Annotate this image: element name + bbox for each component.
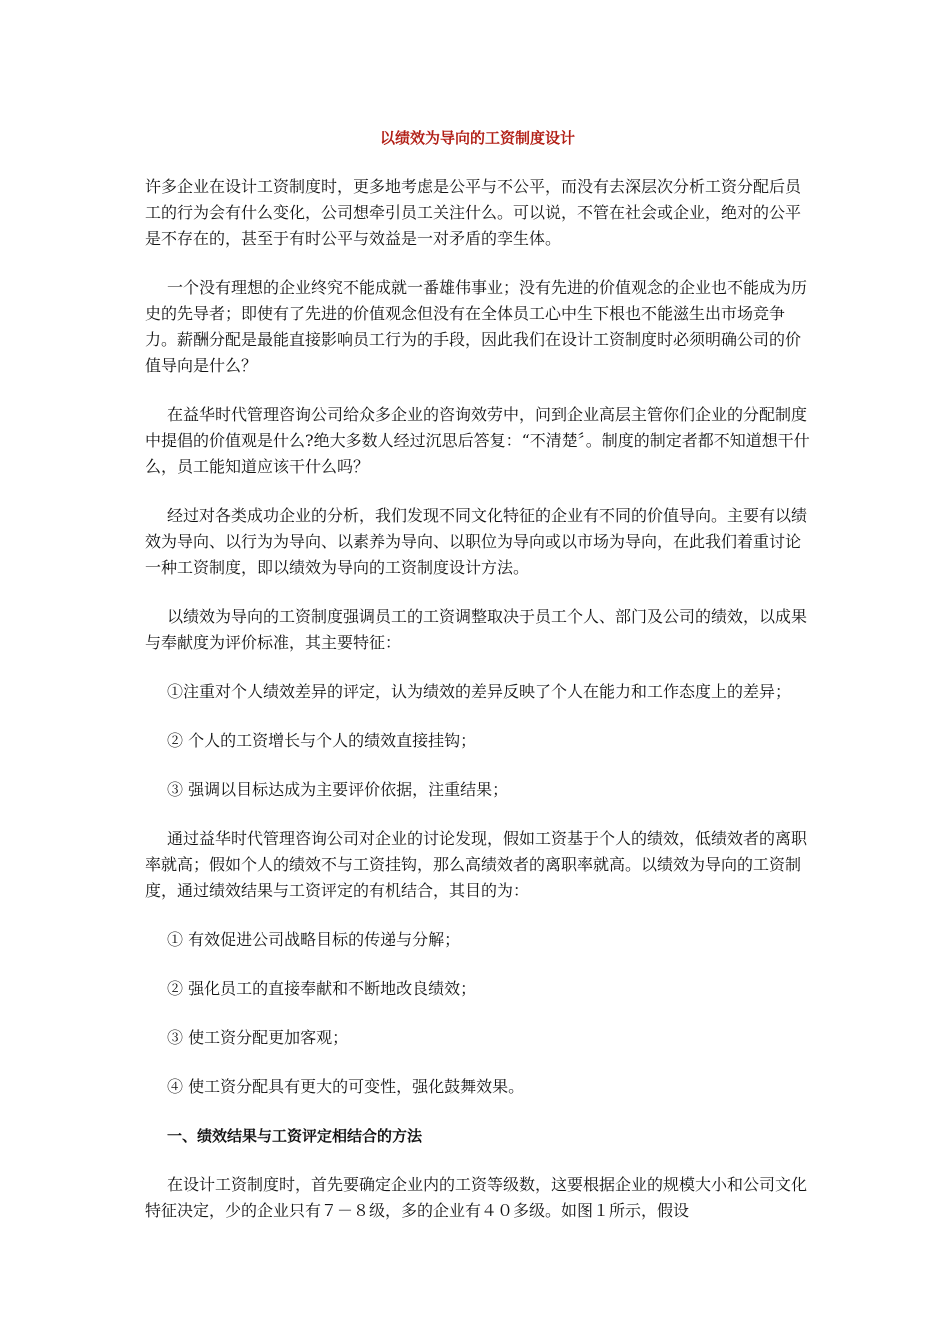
body-paragraph: 以绩效为导向的工资制度强调员工的工资调整取决于员工个人、部门及公司的绩效，以成果与奉献度为评价标准，其主要特征：	[145, 607, 808, 652]
document-title: 以绩效为导向的工资制度设计	[379, 129, 575, 147]
document-page	[145, 128, 810, 1247]
feature-item: ② 个人的工资增长与个人的绩效直接挂钩；	[167, 731, 477, 750]
body-paragraph: 经过对各类成功企业的分析，我们发现不同文化特征的企业有不同的价值导向。主要有以绩效为导向、以行为为导向、以素养为导向、以职位为导向或以市场为导向，在此我们着重讨论一种工资制度，即以绩效为导向的工资制度设计方法。	[145, 506, 808, 577]
body-paragraph: 在益华时代管理咨询公司给众多企业的咨询效劳中，问到企业高层主管你们企业的分配制度中提倡的价值观是什么?绝大多数人经过沉思后答复：“不清楚〞。制度的制定者都不知道想干什么，员工能知道应该干什么吗？	[145, 405, 810, 476]
purpose-item: ④ 使工资分配具有更大的可变性，强化鼓舞效果。	[167, 1077, 525, 1096]
section-heading: 一、绩效结果与工资评定相结合的方法	[167, 1127, 423, 1145]
feature-item: ①注重对个人绩效差异的评定，认为绩效的差异反映了个人在能力和工作态度上的差异；	[167, 682, 792, 701]
body-paragraph: 通过益华时代管理咨询公司对企业的讨论发现，假如工资基于个人的绩效，低绩效者的离职率就高；假如个人的绩效不与工资挂钩，那么高绩效者的离职率就高。以绩效为导向的工资制度，通过绩效结果与工资评定的有机结合，其目的为：	[145, 829, 808, 900]
feature-item: ③ 强调以目标达成为主要评价依据，注重结果；	[167, 780, 509, 799]
purpose-item: ③ 使工资分配更加客观；	[167, 1028, 349, 1047]
purpose-item: ① 有效促进公司战略目标的传递与分解；	[167, 930, 461, 949]
body-paragraph: 在设计工资制度时，首先要确定企业内的工资等级数，这要根据企业的规模大小和公司文化特征决定，少的企业只有７－８级，多的企业有４０多级。如图１所示，假设	[145, 1175, 808, 1220]
purpose-item: ② 强化员工的直接奉献和不断地改良绩效；	[167, 979, 477, 998]
intro-paragraph: 许多企业在设计工资制度时，更多地考虑是公平与不公平，而没有去深层次分析工资分配后员工的行为会有什么变化，公司想牵引员工关注什么。可以说，不管在社会或企业，绝对的公平是不存在的，甚至于有时公平与效益是一对矛盾的孪生体。	[145, 177, 802, 248]
body-paragraph: 一个没有理想的企业终究不能成就一番雄伟事业；没有先进的价值观念的企业也不能成为历史的先导者；即使有了先进的价值观念但没有在全体员工心中生下根也不能滋生出市场竞争力。薪酬分配是最能直接影响员工行为的手段，因此我们在设计工资制度时必须明确公司的价值导向是什么？	[145, 278, 808, 375]
